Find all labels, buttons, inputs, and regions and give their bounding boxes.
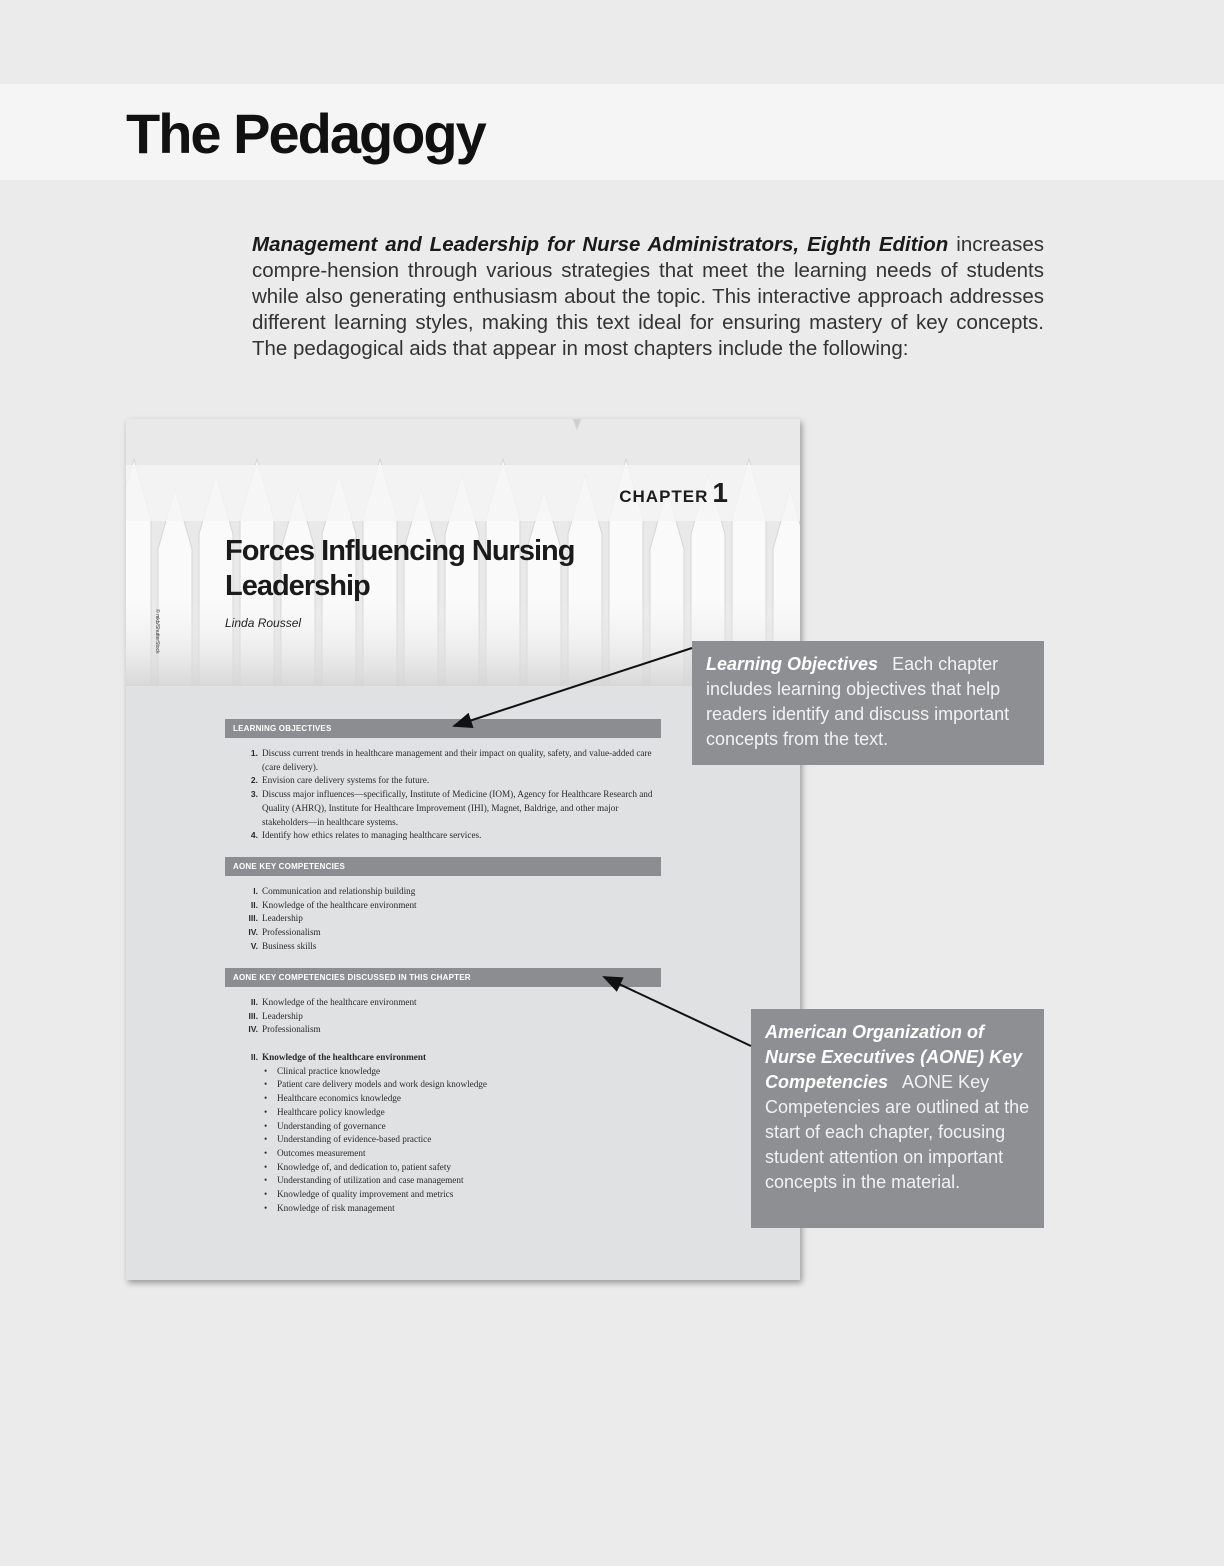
chapter-number: 1: [712, 477, 728, 508]
list-marker: 2.: [250, 775, 258, 786]
list-item: II. Knowledge of the healthcare environment • Clinical practice knowledge • Patient care delivery models and work design knowledge • Healthcare economics knowledge • Healthcare policy knowledge • Understanding of governance • Understanding of evidence-based practice • Outcomes measurement • Knowledge of, and dedication to, patient safety • Understanding of utilization and case management • Knowledge of quality improvement and metrics • Knowledge of risk management: [225, 1051, 661, 1215]
intro-book-title: Management and Leadership for Nurse Administrators, Eighth Edition: [252, 233, 949, 256]
list-marker: I.: [253, 886, 258, 896]
callout-term: American Organization of Nurse Executives (AONE) Key Competencies: [765, 1022, 1023, 1092]
bullet-item: • Patient care delivery models and work design knowledge: [262, 1078, 661, 1092]
learning-objectives-heading: LEARNING OBJECTIVES: [225, 719, 661, 738]
bullet-item: • Clinical practice knowledge: [262, 1065, 661, 1079]
list-marker: II.: [250, 899, 258, 910]
bullet-item: • Healthcare policy knowledge: [262, 1106, 661, 1120]
list-item: [225, 829, 661, 843]
list-text: Leadership: [262, 1010, 303, 1021]
list-item: [225, 885, 661, 899]
chapter-title: Forces Influencing Nursing Leadership: [225, 535, 575, 602]
bullet-item: • Healthcare economics knowledge: [262, 1092, 661, 1106]
bullet-item: • Understanding of evidence-based practice: [262, 1133, 661, 1147]
list-marker: 1.: [250, 748, 258, 758]
callout-text: AONE Key Competencies are outlined at the start of each chapter, focusing student attention on important concepts in the material.: [765, 1072, 1030, 1192]
list-text: Leadership: [262, 913, 303, 924]
chapter-author: Linda Roussel: [225, 616, 302, 630]
list-text: Knowledge of the healthcare environment: [262, 899, 417, 910]
bullet-item: • Understanding of governance: [262, 1120, 661, 1134]
aone-competencies-heading: AONE KEY COMPETENCIES: [225, 857, 661, 876]
list-item: [225, 926, 661, 940]
callout-text: Each chapter includes learning objectives that help readers identify and discuss important concepts from the text.: [706, 654, 1010, 749]
chapter-page-thumbnail: [126, 419, 800, 1280]
list-item: [225, 1010, 661, 1024]
bullet-item: • Understanding of utilization and case management: [262, 1174, 661, 1188]
list-item: [225, 774, 661, 788]
page-title: The Pedagogy: [126, 102, 485, 165]
bullet-item: • Knowledge of risk management: [262, 1202, 661, 1216]
list-marker: 4.: [250, 830, 258, 841]
list-item: [225, 899, 661, 913]
bullet-item: • Knowledge of quality improvement and metrics: [262, 1188, 661, 1202]
aone-detail-list: [225, 1051, 661, 1215]
list-text: Identify how ethics relates to managing healthcare services.: [262, 830, 482, 841]
bullet-item: • Knowledge of, and dedication to, patient safety: [262, 1161, 661, 1175]
detail-bullets: [262, 1065, 661, 1216]
callout-learning-objectives: [692, 641, 1044, 765]
list-marker: V.: [250, 940, 258, 951]
aone-discussed-list: [225, 996, 661, 1037]
callout-term: Learning Objectives: [706, 654, 879, 674]
bullet-item: • Outcomes measurement: [262, 1147, 661, 1161]
list-text: Business skills: [262, 940, 317, 951]
list-text: Professionalism: [262, 927, 321, 938]
callout-aone: [751, 1009, 1044, 1228]
list-text: Knowledge of the healthcare environment: [262, 997, 417, 1007]
photo-credit: © mkb/ShutterStock: [154, 609, 160, 654]
list-item: [225, 996, 661, 1010]
list-text: Discuss current trends in healthcare management and their impact on quality, safety, and value-added care (care delivery).: [262, 748, 652, 772]
list-item: [225, 747, 661, 774]
list-item: [225, 940, 661, 954]
chapter-label: CHAPTER 1: [619, 477, 728, 508]
intro-paragraph: [252, 232, 1044, 362]
list-text: Communication and relationship building: [262, 886, 416, 896]
list-item: [225, 788, 661, 829]
list-text: Professionalism: [262, 1024, 321, 1035]
list-item: [225, 912, 661, 926]
list-marker: III.: [248, 913, 258, 924]
list-marker: II.: [250, 997, 258, 1007]
learning-objectives-list: [225, 747, 661, 843]
list-marker: IV.: [248, 1024, 258, 1035]
intro-text: increases compre-hension through various strategies that meet the learning needs of students while also generating enthusiasm about the topic. This interactive approach addresses different learning styles, making this text ideal for ensuring mastery of key concepts. The pedagogical aids that appear in most chapters include the following:: [252, 233, 1045, 360]
list-text: Envision care delivery systems for the future.: [262, 775, 430, 786]
list-text: Discuss major influences—specifically, Institute of Medicine (IOM), Agency for Healthcare Research and Quality (AHRQ), Institute for Healthcare Improvement (IHI), Magnet, Baldrige, and other major stakeholders—in healthcare systems.: [262, 789, 653, 827]
list-marker: IV.: [248, 927, 258, 938]
list-item: [225, 1023, 661, 1037]
aone-discussed-heading: AONE KEY COMPETENCIES DISCUSSED IN THIS CHAPTER: [225, 968, 661, 987]
list-marker: 3.: [250, 789, 258, 800]
list-marker: III.: [248, 1010, 258, 1021]
aone-competencies-list: [225, 885, 661, 954]
